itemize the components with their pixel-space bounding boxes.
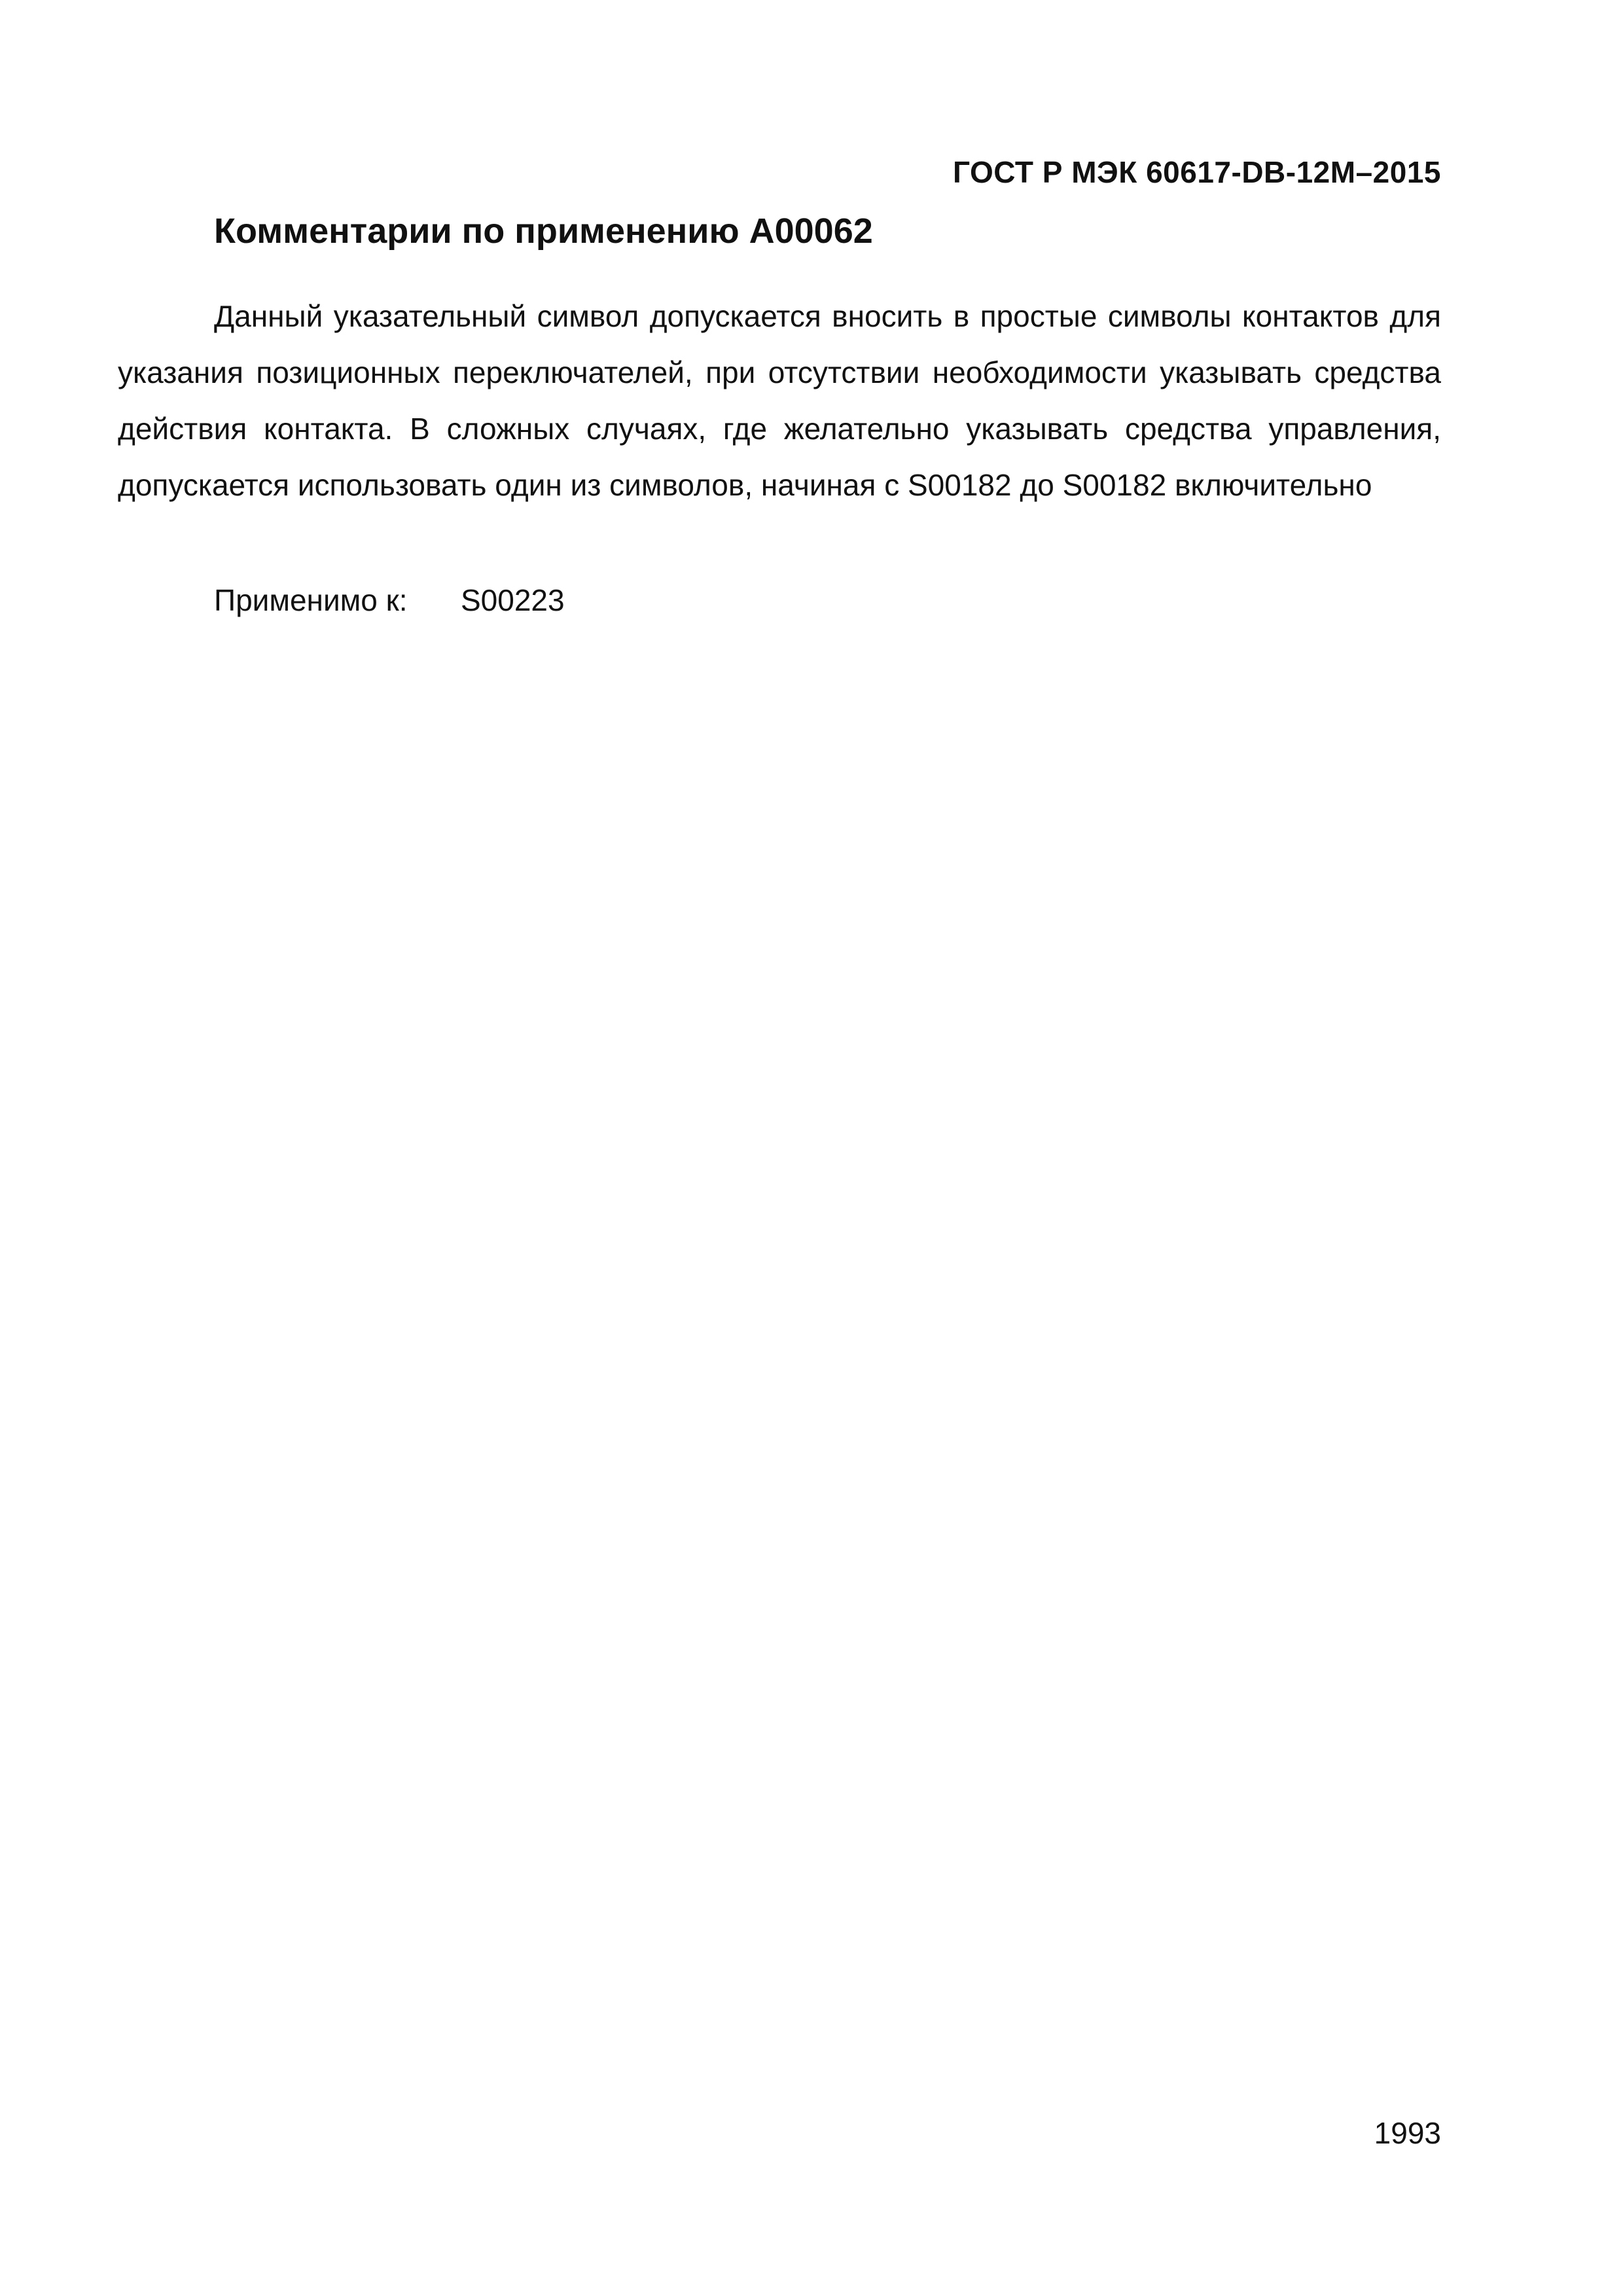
section-title: Комментарии по применению A00062	[214, 211, 873, 251]
document-code: ГОСТ Р МЭК 60617-DB-12M–2015	[953, 155, 1441, 189]
applies-to-label: Применимо к:	[214, 583, 408, 617]
applies-to-value: S00223	[461, 583, 565, 617]
comment-paragraph: Данный указательный символ допускается вносить в простые символы контактов для указания позиционных переключателей, при отсутствии необходимости указывать средства действия контакта. В сложных случаях, где желательно указывать средства управления, допускается использовать один из символов, начиная с S00182 до S00182 включительно	[118, 299, 1441, 502]
page-number: 1993	[1374, 2116, 1441, 2150]
applies-to-line	[214, 572, 565, 628]
